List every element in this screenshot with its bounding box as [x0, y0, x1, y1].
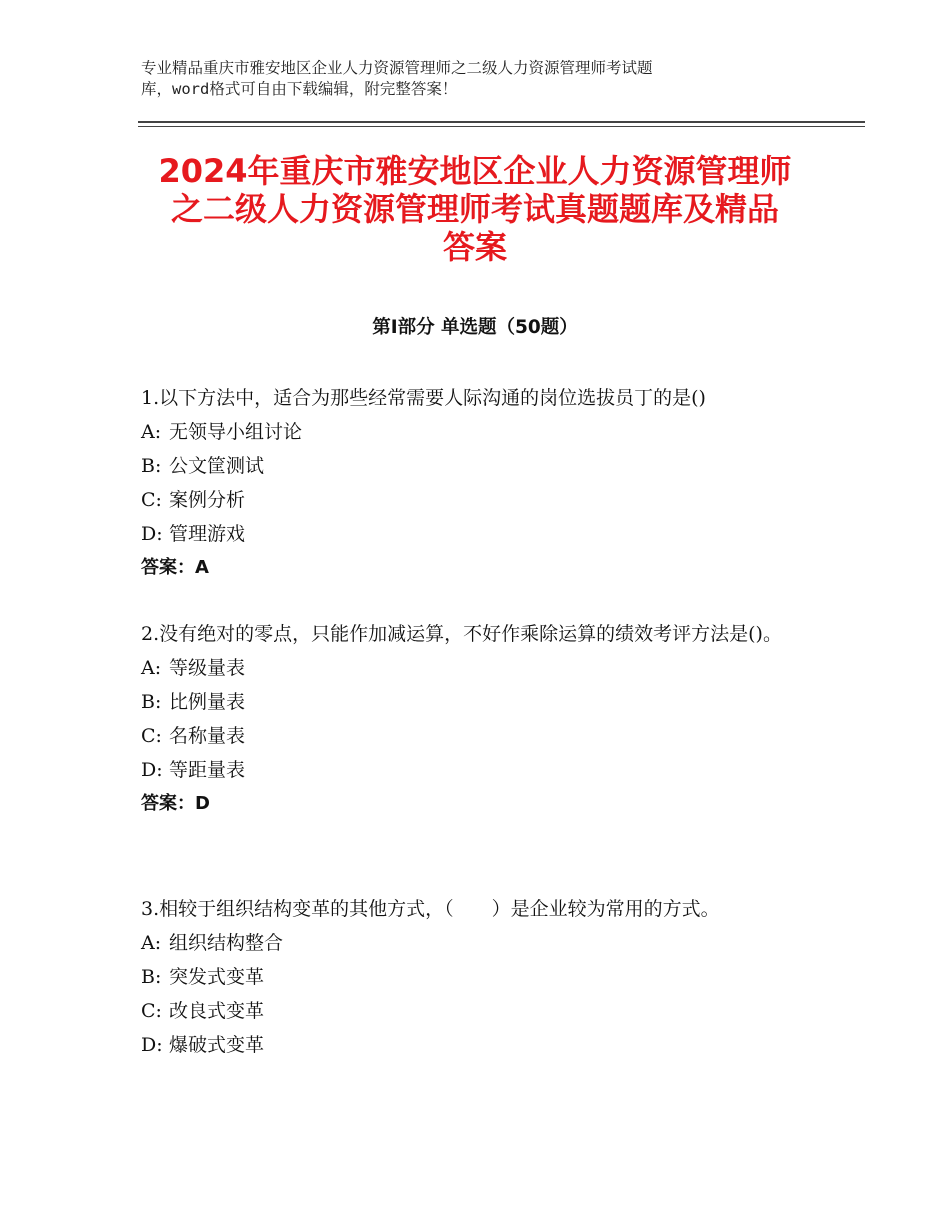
option-c: [141, 483, 811, 517]
option-text: 改良式变革: [169, 1000, 265, 1022]
option-a: [141, 926, 811, 960]
title-line-1: 2024年重庆市雅安地区企业人力资源管理师: [158, 152, 792, 190]
option-text: 突发式变革: [169, 966, 265, 988]
option-d: [141, 517, 811, 551]
option-text: 管理游戏: [169, 523, 246, 545]
option-key: D:: [141, 759, 163, 781]
option-b: [141, 685, 811, 719]
option-key: C:: [141, 489, 162, 511]
option-d: [141, 1028, 811, 1062]
option-key: C:: [141, 725, 162, 747]
option-text: 比例量表: [169, 691, 246, 713]
header-note-line-1: 专业精品重庆市雅安地区企业人力资源管理师之二级人力资源管理师考试题: [141, 59, 653, 77]
answer-line: 答案：D: [141, 793, 210, 814]
header-note: [141, 58, 781, 100]
option-a: [141, 651, 811, 685]
question-stem: 2.没有绝对的零点，只能作加减运算，不好作乘除运算的绩效考评方法是()。: [141, 623, 782, 645]
question-3: [141, 892, 811, 1062]
option-text: 公文筐测试: [169, 455, 265, 477]
question-2: [141, 617, 811, 821]
answer-line: 答案：A: [141, 557, 209, 578]
section-title: 第Ⅰ部分 单选题（50题）: [372, 317, 578, 338]
option-a: [141, 415, 811, 449]
header-divider-thick: [138, 121, 865, 123]
option-c: [141, 719, 811, 753]
option-key: B:: [141, 966, 162, 988]
option-key: D:: [141, 523, 163, 545]
title-line-2: 之二级人力资源管理师考试真题题库及精品: [170, 190, 779, 228]
option-key: C:: [141, 1000, 162, 1022]
option-text: 等级量表: [169, 657, 246, 679]
option-text: 等距量表: [169, 759, 246, 781]
option-text: 名称量表: [169, 725, 246, 747]
title-line-3: 答案: [442, 228, 507, 266]
option-d: [141, 753, 811, 787]
header-divider-thin: [138, 126, 865, 127]
option-key: A:: [141, 657, 162, 679]
option-key: A:: [141, 421, 162, 443]
question-1: [141, 381, 811, 585]
question-stem: 3.相较于组织结构变革的其他方式，（ ）是企业较为常用的方式。: [141, 898, 720, 920]
option-c: [141, 994, 811, 1028]
header-note-line-2: 库，word格式可自由下载编辑，附完整答案！: [141, 80, 458, 98]
option-b: [141, 960, 811, 994]
option-text: 案例分析: [169, 489, 246, 511]
option-b: [141, 449, 811, 483]
option-key: B:: [141, 455, 162, 477]
document-title: [100, 152, 850, 266]
option-key: A:: [141, 932, 162, 954]
option-text: 爆破式变革: [169, 1034, 265, 1056]
option-text: 组织结构整合: [169, 932, 284, 954]
option-key: B:: [141, 691, 162, 713]
option-key: D:: [141, 1034, 163, 1056]
option-text: 无领导小组讨论: [169, 421, 303, 443]
question-stem: 1.以下方法中，适合为那些经常需要人际沟通的岗位选拔员丁的是(): [141, 387, 706, 409]
